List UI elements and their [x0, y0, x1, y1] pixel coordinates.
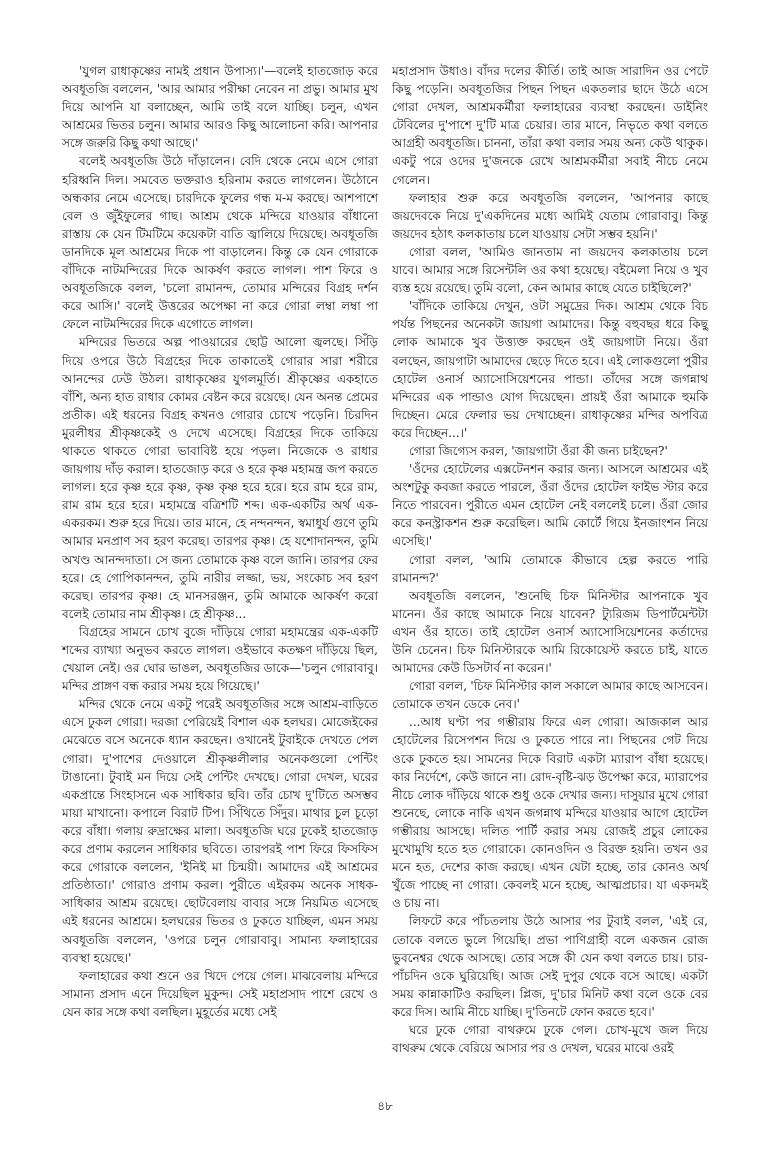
paragraph: মন্দিরের ভিতরে অল্প পাওয়ারের ছোট্ট আলো জ্বলছে। সিঁড়ি দিয়ে ওপরে উঠে বিগ্রহের দিকে তাকাতেই গোরার সারা শরীরে আনন্দের ঢেউ উঠল। রাধাকৃষ্ণের যুগলমূর্তি। শ্রীকৃষ্ণের একহাতে বাঁশি, অন্য হাত রাধার কোমর বেষ্টন করে রয়েছে। যেন অনন্ত প্রেমের প্রতীক। এই ধরনের বিগ্রহ কখনও গোরার চোখে পড়েনি। চিরদিন মুরলীধর শ্রীকৃষ্ণকেই ও দেখে এসেছে। বিগ্রহের দিকে তাকিয়ে থাকতে থাকতে গোরা ভাবাবিষ্ট হয়ে পড়ল। নিজেকে ও রাধার জায়গায় দাঁড় করাল। হাতজোড় করে ও হরে কৃষ্ণ মহামন্ত্র জপ করতে লাগল। হরে কৃষ্ণ হরে কৃষ্ণ, কৃষ্ণ কৃষ্ণ হরে হরে। হরে রাম হরে রাম, রাম রাম হরে হরে। মহামন্ত্রে বত্রিশটি শব্দ। এক-একটির অর্থ এক-একরকম। শুরু হরে দিয়ে। তার মানে, হে নন্দনন্দন, স্বমাধুর্য গুণে তুমি আমার মনপ্রাণ সব হরণ করেছ। তারপর কৃষ্ণ। হে যশোদানন্দন, তুমি অখণ্ড আনন্দদাতা। সে জন্য তোমাকে কৃষ্ণ বলে জানি। তারপর ফের হরে। হে গোপিকানন্দন, তুমি নারীর লজ্জা, ভয়, সংকোচ সব হরণ করেছ। তারপর কৃষ্ণ। হে মানসরঞ্জন, তুমি আমাকে আকর্ষণ করো বলেই তোমার নাম শ্রীকৃষ্ণ। হে শ্রীকৃষ্ণ... [62, 335, 378, 621]
paragraph: ফলাহারের কথা শুনে ওর খিদে পেয়ে গেল। মাঝবেলায় মন্দিরে সামান্য প্রসাদ এনে দিয়েছিল মুকুন্দ। সেই মহাপ্রসাদ পাশে রেখে ও যেন কার সঙ্গে কথা বলছিল। মুহূর্তের মধ্যে সেই [62, 968, 378, 1019]
paragraph: ...আধ ঘণ্টা পর গম্ভীরায় ফিরে এল গোরা। আজকাল আর হোটেলের রিসেপশন দিয়ে ও ঢুকতে পারে না। পিছনের গেট দিয়ে ওকে ঢুকতে হয়। সামনের দিকে বিরাট একটা ম্যারাপ বাঁধা হয়েছে। কার নির্দেশে, কেউ জানে না। রোদ-বৃষ্টি-ঝড় উপেক্ষা করে, ম্যারাপের নীচে লোক দাঁড়িয়ে থাকে শুধু ওকে দেখার জন্য। দাসুয়ার মুখে গোরা শুনেছে, লোকে নাকি এখন জগন্নাথ মন্দিরে যাওয়ার আগে হোটেল গম্ভীরায় আসছে। দলিত পার্টি করার সময় রোজই প্রচুর লোকের মুখোমুখি হতে হত গোরাকে। কোনওদিন ও বিরক্ত হয়নি। তখন ওর মনে হত, দেশের কাজ করছে। এখন যেটা হচ্ছে, তার কোনও অর্থ খুঁজে পাচ্ছে না গোরা। কেবলই মনে হচ্ছে, আত্মপ্রচার। যা একদমই ও চায় না। [392, 715, 708, 911]
paragraph: 'যুগল রাধাকৃষ্ণের নামই প্রধান উপাস্য।'—বলেই হাতজোড় করে অবধূতজি বললেন, 'আর আমার পরীক্ষা নেবেন না প্রভু। আমার মুখ দিয়ে আপনি যা বলাচ্ছেন, আমি তাই বলে যাচ্ছি। চলুন, এখন আশ্রমের ভিতর চলুন। আমার আরও কিছু আলোচনা করি। আপনার সঙ্গে জরুরি কিছু কথা আছে।' [62, 64, 378, 151]
paragraph: ফলাহার শুরু করে অবধূতজি বললেন, 'আপনার কাছে জয়দেবকে নিয়ে দু'একদিনের মধ্যে আমিই যেতাম গোরাবাবু। কিন্তু জয়দেব হঠাৎ কলকাতায় চলে যাওয়ায় সেটা সম্ভব হয়নি।' [392, 190, 708, 241]
paragraph: মহাপ্রসাদ উধাও। বাঁদর দলের কীর্তি। তাই আজ সারাদিন ওর পেটে কিছু পড়েনি। অবধূতজির পিছন পিছন একতলার ছাদে উঠে এসে গোরা দেখল, আশ্রমকর্মীরা ফলাহারের ব্যবস্থা করছেন। ডাইনিং টেবিলের দু'পাশে দু'টি মাত্র চেয়ার। তার মানে, নিভৃতে কথা বলতে আগ্রহী অবধূতজি। চাননা, তাঁরা কথা বলার সময় অন্য কেউ থাকুক। একটু পরে ওদের দু'জনকে রেখে আশ্রমকর্মীরা সবাই নীচে নেমে গেলেন। [392, 64, 708, 187]
paragraph: মন্দির থেকে নেমে একটু পরেই অবধূতজির সঙ্গে আশ্রম-বাড়িতে এসে ঢুকল গোরা। দরজা পেরিয়েই বিশাল এক হলঘর। মোজেইকের মেঝেতে বসে অনেকে ধ্যান করছেন। ওখানেই টুবাইকে দেখতে পেল গোরা। দু'পাশের দেওয়ালে শ্রীকৃষ্ণলীলার অনেকগুলো পেন্টিং টাঙানো। টুবাই মন দিয়ে সেই পেন্টিং দেখছে। গোরা দেখল, ঘরের একপ্রান্তে সিংহাসনে এক সাধিকার ছবি। তাঁর চোখ দু'টিতে অসম্ভব মায়া মাখানো। কপালে বিরাট টিপ। সিঁথিতে সিঁদুর। মাথার চুল চূড়ো করে বাঁধা। গলায় রুদ্রাক্ষের মালা। অবধূতজি ঘরে ঢুকেই হাতজোড় করে প্রণাম করলেন সাধিকার ছবিতে। তারপরই পাশ ফিরে ফিসফিস করে গোরাকে বললেন, 'ইনিই মা চিন্ময়ী। আমাদের এই আশ্রমের প্রতিষ্ঠাতা।' গোরাও প্রণাম করল। পুরীতে এইরকম অনেক সাধক-সাধিকার আশ্রম রয়েছে। ছোটবেলায় বাবার সঙ্গে নিয়মিত এসেছে এই ধরনের আশ্রমে। হলঘরের ভিতর ও ঢুকতে যাচ্ছিল, এমন সময় অবধূতজি বললেন, 'ওপরে চলুন গোরাবাবু। সামান্য ফলাহারের ব্যবস্থা হয়েছে।' [62, 697, 378, 965]
paragraph: গোরা বলল, 'চিফ মিনিস্টার কাল সকালে আমার কাছে আসবেন। তোমাকে তখন ডেকে নেব।' [392, 679, 708, 712]
paragraph: গোরা বলল, 'আমি তোমাকে কীভাবে হেল্প করতে পারি রামানন্দ?' [392, 552, 708, 585]
paragraph: 'বাঁদিকে তাকিয়ে দেখুন, ওটা সমুদ্রের দিক। আশ্রম থেকে বিচ পর্যন্ত পিছনের অনেকটা জায়গা আমাদের। কিন্তু বহুবছর ধরে কিছু লোক আমাকে খুব উত্ত্যক্ত করছেন ওই জায়গাটা নিয়ে। ওঁরা বলছেন, জায়গাটা আমাদের ছেড়ে দিতে হবে। এই লোকগুলো পুরীর হোটেল ওনার্স অ্যাসোসিয়েশনের পান্ডা। তাঁদের সঙ্গে জগন্নাথ মন্দিরের এক পান্ডাও যোগ দিয়েছেন। প্রায়ই ওঁরা আমাকে হুমকি দিচ্ছেন। মেরে ফেলার ভয় দেখাচ্ছেন। রাধাকৃষ্ণের মন্দির অপবিত্র করে দিচ্ছেন...।' [392, 299, 708, 440]
paragraph: ঘরে ঢুকে গোরা বাথরুমে ঢুকে গেল। চোখ-মুখে জল দিয়ে বাথরুম থেকে বেরিয়ে আসার পর ও দেখল, ঘরের মাঝে ওরই [392, 1022, 708, 1056]
paragraph: গোরা বলল, 'আমিও জানতাম না জয়দেব কলকাতায় চলে যাবে। আমার সঙ্গে রিসেন্টলি ওর কথা হয়েছে। বইমেলা নিয়ে ও খুব ব্যস্ত হয়ে রয়েছে। তুমি বলো, কেন আমার কাছে যেতে চাইছিলে?' [392, 244, 708, 296]
paragraph: 'ওঁদের হোটেলের এক্সটেনশন করার জন্য। আসলে আশ্রমের এই অংশটুকু কবজা করতে পারলে, ওঁরা ওঁদের হোটেল ফাইভ স্টার করে নিতে পারবেন। পুরীতে এমন হোটেল নেই বললেই চলে। ওঁরা জোর করে কনস্ট্রাকশন শুরু করেছিল। আমি কোর্টে গিয়ে ইনজাংশন নিয়ে এসেছি।' [392, 462, 708, 549]
paragraph: বিগ্রহের সামনে চোখ বুজে দাঁড়িয়ে গোরা মহামন্ত্রের এক-একটি শব্দের ব্যাখ্যা অনুভব করতে লাগল। ওইভাবে কতক্ষণ দাঁড়িয়ে ছিল, খেয়াল নেই। ওর ঘোর ভাঙল, অবধূতজির ডাকে—'চলুন গোরাবাবু। মন্দির প্রাঙ্গণ বন্ধ করার সময় হয়ে গিয়েছে।' [62, 624, 378, 694]
page-number: ৪৮ [377, 1099, 393, 1113]
right-column [392, 62, 708, 1057]
paragraph: গোরা জিগ্যেস করল, 'জায়গাটা ওঁরা কী জন্য চাইছেন?' [409, 443, 668, 458]
paragraph: বলেই অবধূতজি উঠে দাঁড়ালেন। বেদি থেকে নেমে এসে গোরা হরিধ্বনি দিল। সমবেত ভক্তরাও হরিনাম করতে লাগলেন। উঠোনে অন্ধকার নেমে এসেছে। চারদিকে ফুলের গন্ধ ম-ম করছে। আশপাশে বেল ও জুঁইফুলের গাছ। আশ্রম থেকে মন্দিরে যাওয়ার বাঁধানো রাস্তায় কে যেন টিমটিমে কয়েকটা বাতি জ্বালিয়ে দিয়েছে। অবধূতজি ডানদিকে মূল আশ্রমের দিকে পা বাড়ালেন। কিন্তু কে যেন গোরাকে বাঁদিকে নাটমন্দিরের দিকে আকর্ষণ করতে লাগল। পাশ ফিরে ও অবধূতজিকে বলল, 'চলো রামানন্দ, তোমার মন্দিরের বিগ্রহ দর্শন করে আসি।' বলেই উত্তরের অপেক্ষা না করে গোরা লম্বা লম্বা পা ফেলে নাটমন্দিরের দিকে এগোতে লাগল। [62, 154, 378, 332]
left-column [62, 62, 378, 1021]
paragraph: লিফটে করে পাঁচতলায় উঠে আসার পর টুবাই বলল, 'এই রে, তোকে বলতে ভুলে গিয়েছি। প্রভা পাণিগ্রাহী বলে একজন রোজ ভুবনেশ্বর থেকে আসছে। তোর সঙ্গে কী যেন কথা বলতে চায়। চার-পাঁচদিন ওকে ঘুরিয়েছি। আজ সেই দুপুর থেকে বসে আছে। একটা সময় কান্নাকাটিও করছিল। প্লিজ, দু'চার মিনিট কথা বলে ওকে বের করে দিস। আমি নীচে যাচ্ছি। দু'তিনটে ফোন করতে হবে।' [392, 914, 708, 1019]
paragraph: অবধূতজি বললেন, 'শুনেছি চিফ মিনিস্টার আপনাকে খুব মানেন। ওঁর কাছে আমাকে নিয়ে যাবেন? ট্যুরিজম ডিপার্টমেন্টটা এখন ওঁর হাতে। তাই হোটেল ওনার্স অ্যাসোসিয়েশনের কর্তাদের উনি চেনেন। চিফ মিনিস্টারকে আমি রিকোয়েস্ট করতে চাই, যাতে আমাদের কেউ ডিসটার্ব না করেন।' [392, 588, 708, 676]
